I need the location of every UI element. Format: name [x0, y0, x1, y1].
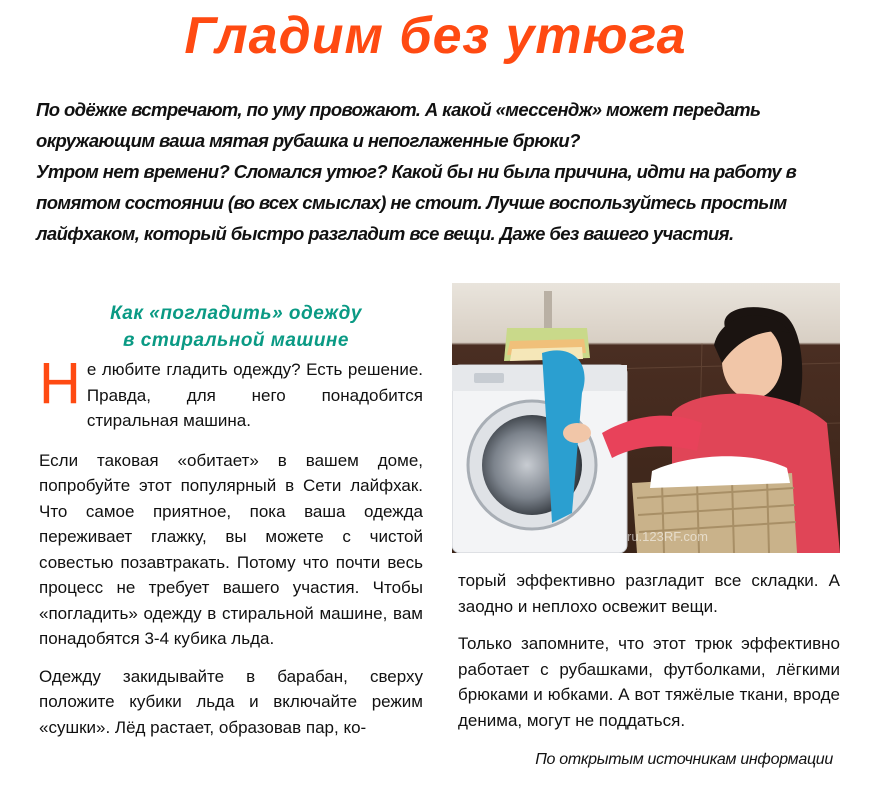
section-heading-line-2: в стиральной машине [123, 330, 349, 351]
body-paragraph-3: Одежду закидывайте в барабан, сверху положите кубики льда и включайте режим «сушки». Лёд растает, образовав пар, ко- [39, 666, 423, 737]
photo-woman-washing-machine [452, 283, 840, 553]
intro-paragraph-2: Утром нет времени? Сломался утюг? Какой бы ни была причина, идти на работу в помятом состоянии (во всех смыслах) не стоит. Лучше воспользуйтесь простым лайфхаком, который быстро разгладит все вещи. Даже без вашего участия. [36, 161, 797, 244]
drop-cap: Н [39, 351, 81, 416]
article-title: Гладим без утюга [184, 7, 687, 65]
right-column [458, 568, 840, 745]
left-column [39, 351, 423, 752]
body-paragraph-4: Только запомните, что этот трюк эффективно работает с рубашками, футболками, лёгкими брюками и юбками. А вот тяжёлые ткани, вроде денима, могут не поддаться. [458, 634, 840, 730]
intro-block [36, 94, 836, 249]
body-paragraph-1 [39, 351, 423, 434]
intro-paragraph-1: По одёжке встречают, по уму провожают. А какой «мессендж» может передать окружающим ваша мятая рубашка и непоглаженные брюки? [36, 99, 761, 151]
body-paragraph-3-continued: торый эффективно разгладит все складки. А заодно и неплохо освежит вещи. [458, 571, 840, 616]
section-heading [50, 300, 422, 354]
photo-illustration [452, 283, 840, 553]
body-paragraph-1-text: е любите гладить одежду? Есть решение. Правда, для него понадобится стиральная машина. [86, 360, 423, 430]
body-paragraph-2: Если таковая «обитает» в вашем доме, попробуйте этот популярный в Сети лайфхак. Что самое приятное, пока ваша одежда переживает глажку, вы можете с чистой совестью позавтракать. Потому что почти весь процесс не требует вашего участия. Чтобы «погладить» одежду в стиральной машине, вам понадобятся 3-4 кубика льда. [39, 450, 423, 648]
source-note: По открытым источникам информации [535, 751, 833, 768]
photo-watermark: ru.123RF.com [627, 529, 708, 544]
section-heading-line-1: Как «погладить» одежду [110, 303, 362, 324]
